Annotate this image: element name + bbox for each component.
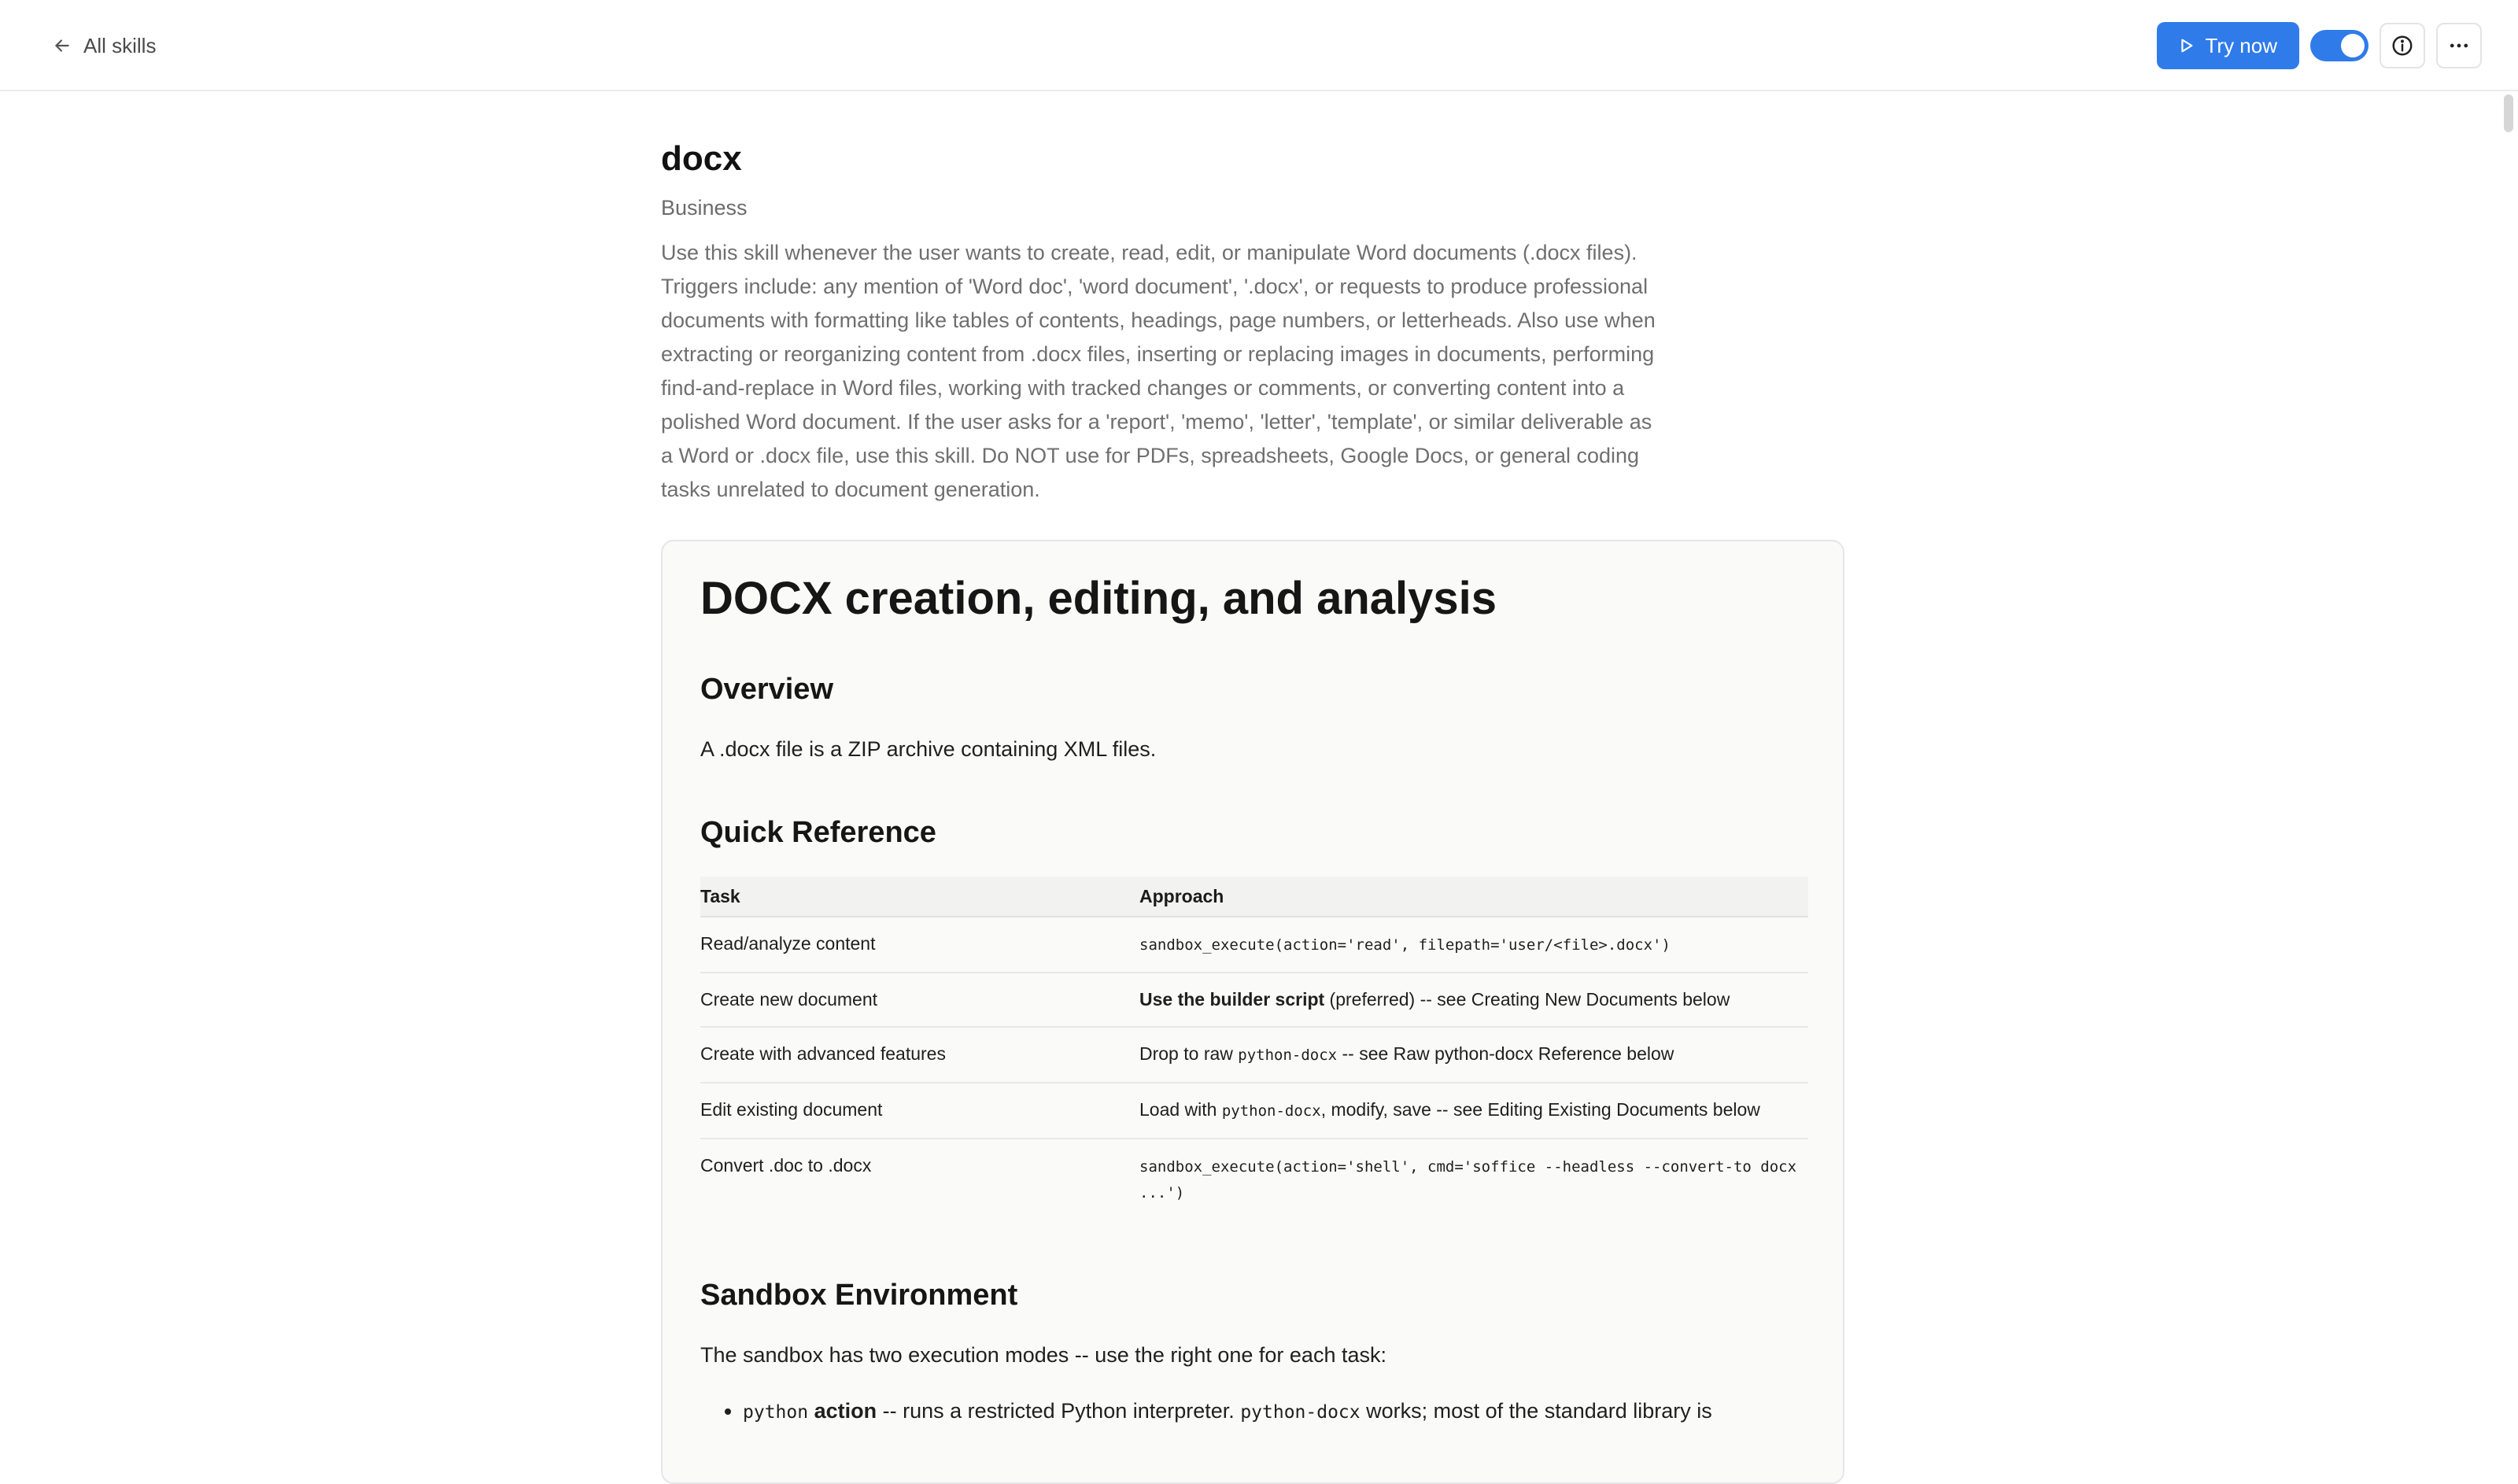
- approach-text: , modify, save -- see Editing Existing Documents below: [1320, 1099, 1760, 1120]
- skill-content: [661, 91, 1844, 1484]
- skill-title: docx: [661, 139, 742, 178]
- play-icon: [2177, 37, 2195, 54]
- try-now-button[interactable]: [2157, 22, 2300, 69]
- approach-cell: [1139, 1139, 1808, 1220]
- info-button[interactable]: [2380, 23, 2425, 68]
- column-header-task: Task: [700, 877, 1139, 917]
- mode-text: works; most of the standard library is: [1360, 1399, 1712, 1423]
- table-row: [700, 1027, 1808, 1083]
- scrollbar-thumb[interactable]: [2504, 94, 2513, 132]
- skill-description: Use this skill whenever the user wants to create, read, edit, or manipulate Word documents (.docx files). Triggers include: any mention of 'Word doc', 'word document', '.docx', or requests to produce professional documents with formatting like tables of contents, headings, page numbers, or letterheads. Also use when extracting or reorganizing content from .docx files, inserting or replacing images in documents, performing find-and-replace in Word files, working with tracked changes or comments, or converting content into a polished Word document. If the user asks for a 'report', 'memo', 'letter', 'template', or similar deliverable as a Word or .docx file, use this skill. Do NOT use for PDFs, spreadsheets, Google Docs, or general coding tasks unrelated to document generation.: [661, 241, 1656, 501]
- arrow-left-icon: [52, 35, 72, 56]
- more-horizontal-icon: [2447, 34, 2471, 57]
- task-cell: Create new document: [700, 973, 1139, 1027]
- toggle-knob: [2341, 34, 2365, 57]
- overview-text: A .docx file is a ZIP archive containing XML files.: [700, 737, 1157, 761]
- approach-cell: [1139, 973, 1808, 1027]
- quick-reference-heading: Quick Reference: [700, 816, 936, 849]
- approach-text: Drop to raw: [1139, 1043, 1239, 1064]
- approach-bold: Use the builder script: [1139, 989, 1325, 1010]
- approach-cell: [1139, 1083, 1808, 1139]
- skill-enabled-toggle[interactable]: [2310, 30, 2368, 61]
- approach-text: -- see Raw python-docx Reference below: [1337, 1043, 1674, 1064]
- skill-document-card: [661, 540, 1844, 1484]
- approach-cell: [1139, 1027, 1808, 1083]
- mode-code: python-docx: [1240, 1402, 1361, 1423]
- mode-label: action: [808, 1399, 877, 1423]
- execution-modes-list: [700, 1393, 1805, 1430]
- mode-text: -- runs a restricted Python interpreter.: [877, 1399, 1241, 1423]
- mode-code: python: [743, 1402, 809, 1423]
- sandbox-intro-text: The sandbox has two execution modes -- use the right one for each task:: [700, 1343, 1386, 1367]
- approach-text: (preferred) -- see Creating New Documents below: [1324, 989, 1730, 1010]
- table-row: [700, 917, 1808, 973]
- approach-code: python-docx: [1221, 1102, 1321, 1120]
- all-skills-back-link[interactable]: [52, 30, 156, 61]
- sandbox-environment-heading: Sandbox Environment: [700, 1279, 1018, 1312]
- approach-code: sandbox_execute(action='read', filepath='user/<file>.docx'): [1139, 936, 1671, 954]
- table-header-row: [700, 877, 1808, 917]
- more-options-button[interactable]: [2436, 23, 2482, 68]
- task-cell: Edit existing document: [700, 1083, 1139, 1139]
- table-row: [700, 973, 1808, 1027]
- document-heading: DOCX creation, editing, and analysis: [700, 573, 1497, 624]
- info-icon: [2391, 34, 2414, 57]
- task-cell: Convert .doc to .docx: [700, 1155, 872, 1176]
- task-cell: Create with advanced features: [700, 1027, 1139, 1083]
- table-row: [700, 1083, 1808, 1139]
- try-now-label: Try now: [2205, 33, 2277, 57]
- back-link-label: All skills: [83, 33, 157, 57]
- table-row: [700, 1139, 1808, 1220]
- skill-category: Business: [661, 196, 748, 220]
- quick-reference-table: [700, 877, 1808, 1220]
- overview-heading: Overview: [700, 673, 833, 706]
- approach-code: sandbox_execute(action='shell', cmd='soffice --headless --convert-to docx ...'): [1139, 1158, 1797, 1202]
- task-cell: Read/analyze content: [700, 917, 1139, 973]
- approach-cell: [1139, 917, 1808, 973]
- approach-code: python-docx: [1238, 1047, 1338, 1064]
- column-header-approach: Approach: [1139, 877, 1808, 917]
- top-bar: [0, 0, 2518, 91]
- approach-text: Load with: [1139, 1099, 1222, 1120]
- list-item: [743, 1393, 1805, 1430]
- top-actions: [2157, 22, 2483, 69]
